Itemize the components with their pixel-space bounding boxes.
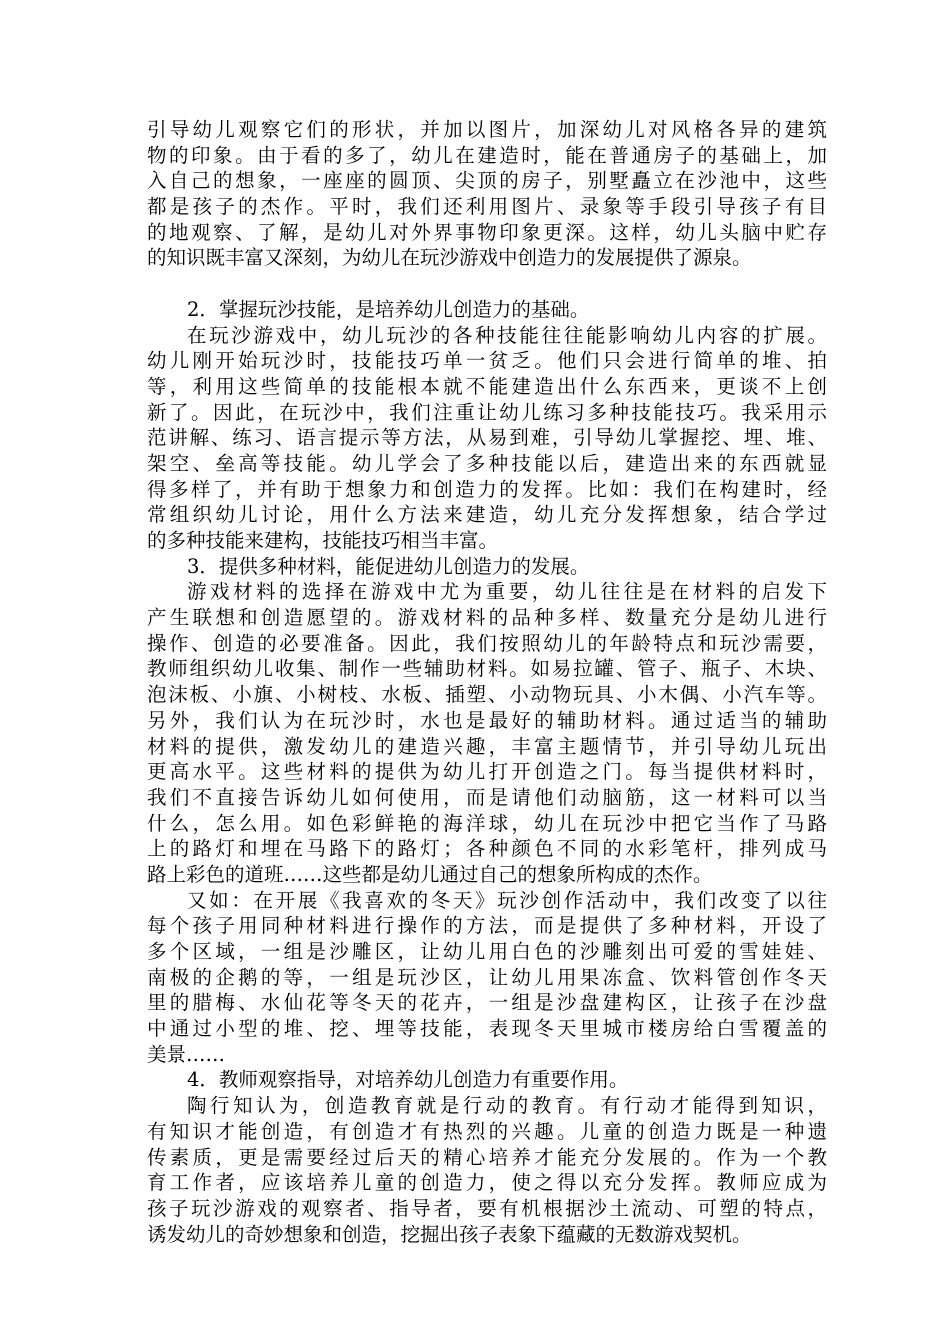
text-line: 2．掌握玩沙技能，是培养幼儿创造力的基础。 [187, 297, 590, 321]
text-line: 都是孩子的杰作。平时，我们还利用图片、录象等手段引导孩子有目 [147, 195, 827, 219]
paragraph [147, 1093, 827, 1247]
paragraph [147, 1067, 827, 1093]
text-line: 操作、创造的必要准备。因此，我们按照幼儿的年龄特点和玩沙需要， [147, 631, 827, 655]
text-line: 传素质，更是需要经过后天的精心培养才能充分发展的。作为一个教 [147, 1145, 827, 1169]
text-line: 新了。因此，在玩沙中，我们注重让幼儿练习多种技能技巧。我采用示 [147, 400, 827, 424]
text-line: 等，利用这些简单的技能根本就不能建造出什么东西来，更谈不上创 [147, 374, 827, 398]
text-line: 幼儿刚开始玩沙时，技能技巧单一贫乏。他们只会进行简单的堆、拍 [147, 349, 827, 373]
paragraph [147, 579, 827, 887]
paragraph [147, 297, 827, 323]
text-line: 范讲解、练习、语言提示等方法，从易到难，引导幼儿掌握挖、埋、堆、 [147, 426, 827, 450]
paragraph [147, 323, 827, 554]
text-line: 常组织幼儿讨论，用什么方法来建造，幼儿充分发挥想象，结合学过 [147, 503, 827, 527]
text-line: 得多样了，并有助于想象力和创造力的发挥。比如：我们在构建时，经 [147, 477, 827, 501]
paragraph-gap [147, 271, 827, 297]
document-page [147, 117, 827, 1247]
text-line: 的知识既丰富又深刻，为幼儿在玩沙游戏中创造力的发展提供了源泉。 [147, 246, 752, 270]
text-line: 架空、垒高等技能。幼儿学会了多种技能以后，建造出来的东西就显 [147, 451, 827, 475]
text-line: 物的印象。由于看的多了，幼儿在建造时，能在普通房子的基础上，加 [147, 143, 827, 167]
text-line: 3．提供多种材料，能促进幼儿创造力的发展。 [187, 554, 590, 578]
text-line: 的多种技能来建构，技能技巧相当丰富。 [147, 529, 499, 552]
text-line: 入自己的想象，一座座的圆顶、尖顶的房子，别墅矗立在沙池中，这些 [147, 169, 827, 193]
paragraph [147, 888, 827, 1068]
text-line: 引导幼儿观察它们的形状，并加以图片，加深幼儿对风格各异的建筑 [147, 118, 827, 141]
text-line: 材料的提供，激发幼儿的建造兴趣，丰富主题情节，并引导幼儿玩出 [147, 734, 827, 758]
text-line: 4．教师观察指导，对培养幼儿创造力有重要作用。 [187, 1068, 629, 1092]
text-line: 上的路灯和埋在马路下的路灯；各种颜色不同的水彩笔杆，排列成马 [147, 837, 827, 861]
paragraph [147, 117, 827, 271]
text-line: 游戏材料的选择在游戏中尤为重要，幼儿往往是在材料的启发下 [187, 580, 827, 604]
text-line: 有知识才能创造，有创造才有热烈的兴趣。儿童的创造力既是一种遗 [147, 1119, 827, 1143]
text-line: 每个孩子用同种材料进行操作的方法，而是提供了多种材料，开设了 [147, 914, 827, 938]
text-line: 另外，我们认为在玩沙时，水也是最好的辅助材料。通过适当的辅助 [147, 708, 827, 732]
text-line: 更高水平。这些材料的提供为幼儿打开创造之门。每当提供材料时， [147, 760, 827, 784]
text-line: 诱发幼儿的奇妙想象和创造，挖掘出孩子表象下蕴藏的无数游戏契机。 [147, 1222, 752, 1246]
text-line: 我们不直接告诉幼儿如何使用，而是请他们动脑筋，这一材料可以当 [147, 785, 827, 809]
text-line: 美景…… [147, 1042, 226, 1066]
text-line: 孩子玩沙游戏的观察者、指导者，要有机根据沙土流动、可塑的特点， [147, 1196, 827, 1220]
text-line: 又如：在开展《我喜欢的冬天》玩沙创作活动中，我们改变了以往 [187, 888, 827, 912]
text-line: 中通过小型的堆、挖、埋等技能，表现冬天里城市楼房给白雪覆盖的 [147, 1017, 827, 1041]
text-line: 什么，怎么用。如色彩鲜艳的海洋球，幼儿在玩沙中把它当作了马路 [147, 811, 827, 835]
text-line: 泡沫板、小旗、小树枝、水板、插塑、小动物玩具、小木偶、小汽车等。 [147, 683, 827, 707]
text-line: 里的腊梅、水仙花等冬天的花卉，一组是沙盘建构区，让孩子在沙盘 [147, 991, 827, 1015]
text-line: 多个区域，一组是沙雕区，让幼儿用白色的沙雕刻出可爱的雪娃娃、 [147, 940, 827, 963]
text-line: 陶行知认为，创造教育就是行动的教育。有行动才能得到知识， [187, 1094, 827, 1118]
text-line: 育工作者，应该培养儿童的创造力，使之得以充分发挥。教师应成为 [147, 1171, 827, 1195]
text-line: 教师组织幼儿收集、制作一些辅助材料。如易拉罐、管子、瓶子、木块、 [147, 657, 827, 681]
text-line: 的地观察、了解，是幼儿对外界事物印象更深。这样，幼儿头脑中贮存 [147, 220, 827, 244]
text-line: 南极的企鹅的等，一组是玩沙区，让幼儿用果冻盒、饮料管创作冬天 [147, 965, 827, 989]
text-line: 路上彩色的道班……这些都是幼儿通过自己的想象所构成的杰作。 [147, 862, 713, 886]
text-line: 在玩沙游戏中，幼儿玩沙的各种技能往往能影响幼儿内容的扩展。 [187, 323, 827, 347]
paragraph [147, 554, 827, 580]
text-line: 产生联想和创造愿望的。游戏材料的品种多样、数量充分是幼儿进行 [147, 606, 827, 630]
